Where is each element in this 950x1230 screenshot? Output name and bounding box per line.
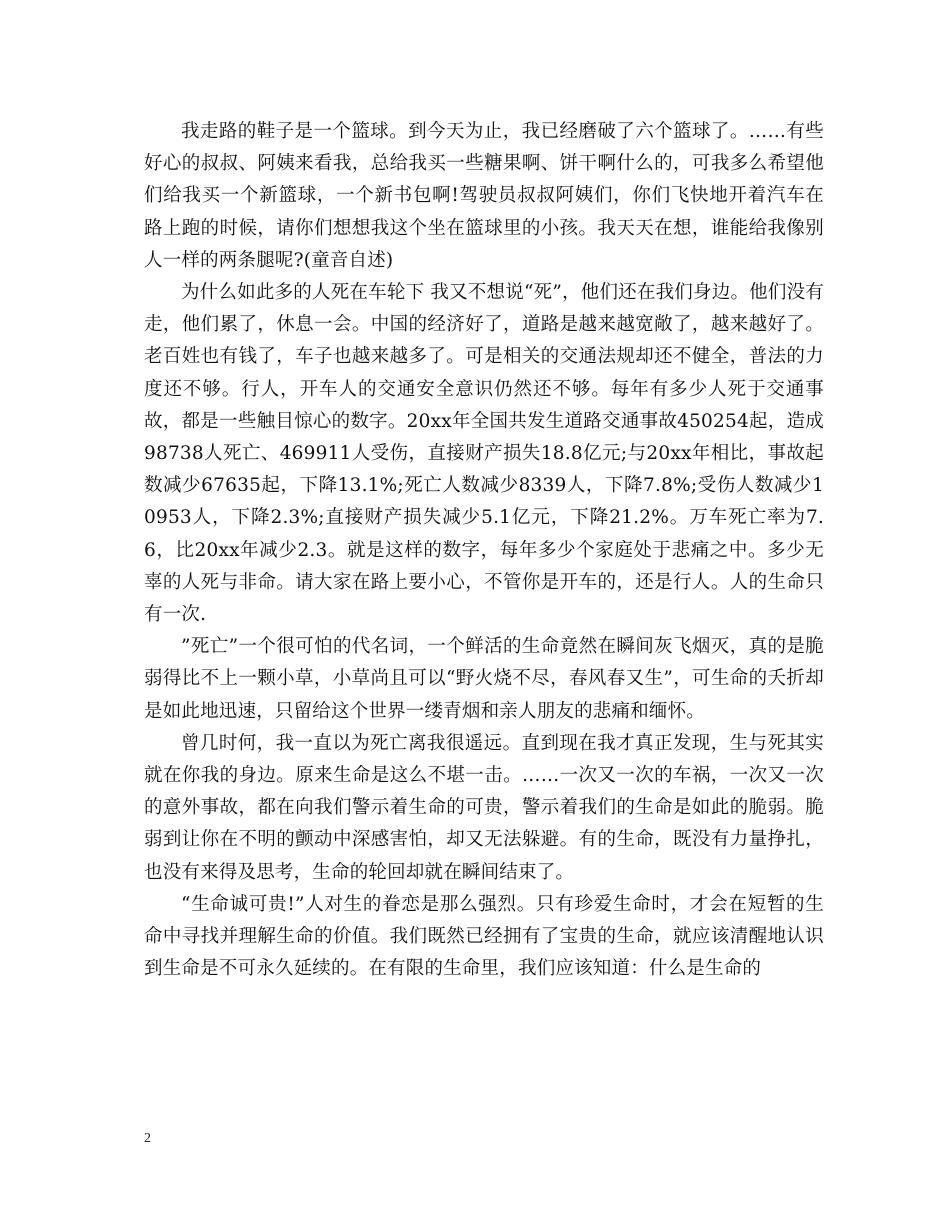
paragraph-4: 曾几时何，我一直以为死亡离我很遥远。直到现在我才真正发现，生与死其实就在你我的身边。原来生命是这么不堪一击。……一次又一次的车祸，一次又一次的意外事故，都在向我们警示着生命的可贵，警示着我们的生命是如此的脆弱。脆弱到让你在不明的颤动中深感害怕，却又无法躲避。有的生命，既没有力量挣扎，也没有来得及思考，生命的轮回却就在瞬间结束了。 xyxy=(144,732,824,883)
paragraph-3: ”死亡”一个很可怕的代名词，一个鲜活的生命竟然在瞬间灰飞烟灭，真的是脆弱得比不上一颗小草，小草尚且可以“野火烧不尽，春风春又生”，可生命的夭折却是如此地迅速，只留给这个世界一缕青烟和亲人朋友的悲痛和缅怀。 xyxy=(144,636,824,722)
document-body xyxy=(144,116,824,985)
paragraph-5: “生命诚可贵!”人对生的眷恋是那么强烈。只有珍爱生命时，才会在短暂的生命中寻找并理解生命的价值。我们既然已经拥有了宝贵的生命，就应该清醒地认识到生命是不可永久延续的。在有限的生命里，我们应该知道：什么是生命的 xyxy=(144,893,824,980)
paragraph-1: 我走路的鞋子是一个篮球。到今天为止，我已经磨破了六个篮球了。……有些好心的叔叔、阿姨来看我，总给我买一些糖果啊、饼干啊什么的，可我多么希望他们给我买一个新篮球，一个新书包啊!驾驶员叔叔阿姨们，你们飞快地开着汽车在路上跑的时候，请你们想想我这个坐在篮球里的小孩。我天天在想，谁能给我像别人一样的两条腿呢?(童音自述) xyxy=(144,121,824,271)
page-number: 2 xyxy=(144,1131,151,1146)
paragraph-2: 为什么如此多的人死在车轮下 我又不想说“死”，他们还在我们身边。他们没有走，他们累了，休息一会。中国的经济好了，道路是越来越宽敞了，越来越好了。老百姓也有钱了，车子也越来越多了。可是相关的交通法规却还不健全，普法的力度还不够。行人，开车人的交通安全意识仍然还不够。每年有多少人死于交通事故，都是一些触目惊心的数字。20xx年全国共发生道路交通事故450254起，造成98738人死亡、469911人受伤，直接财产损失18.8亿元;与20xx年相比，事故起数减少67635起，下降13.1%;死亡人数减少8339人，下降7.8%;受伤人数减少10953人，下降2.3%;直接财产损失减少5.1亿元，下降21.2%。万车死亡率为7.6，比20xx年减少2.3。就是这样的数字，每年多少个家庭处于悲痛之中。多少无辜的人死与非命。请大家在路上要小心，不管你是开车的，还是行人。人的生命只有一次. xyxy=(144,282,824,626)
